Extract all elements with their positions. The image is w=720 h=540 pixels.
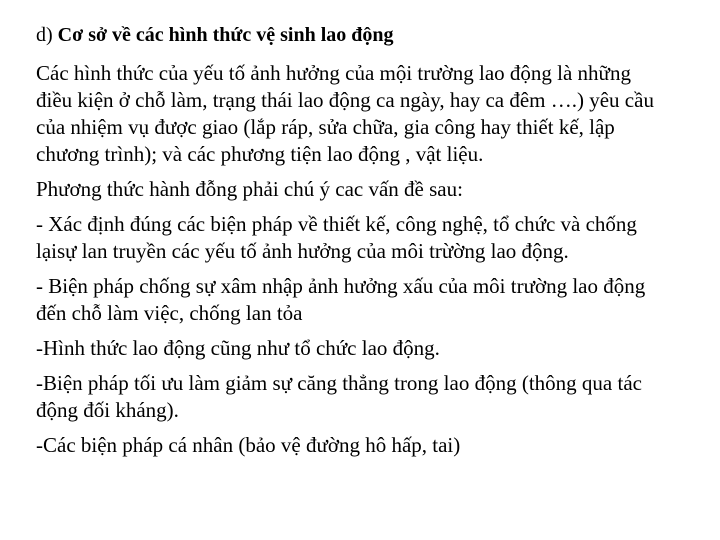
- paragraph-method-intro: [36, 176, 686, 203]
- slide-content: [36, 22, 686, 467]
- paragraph-line: -Biện pháp tối ưu làm giảm sự căng thẳng trong lao động (thông qua tác: [36, 371, 642, 395]
- bullet-item: [36, 211, 686, 265]
- paragraph-line: -Hình thức lao động cũng như tổ chức lao động.: [36, 336, 440, 360]
- bullet-item: [36, 335, 686, 362]
- paragraph-line: Các hình thức của yếu tố ảnh hưởng của mội trường lao động là những: [36, 61, 631, 85]
- bullet-item: [36, 432, 686, 459]
- paragraph-line: - Biện pháp chống sự xâm nhập ảnh hưởng xấu của môi trường lao động: [36, 274, 646, 298]
- paragraph-line: - Xác định đúng các biện pháp về thiết kế, công nghệ, tổ chức và chống: [36, 212, 637, 236]
- section-heading-title: Cơ sở về các hình thức vệ sinh lao động: [57, 24, 394, 46]
- paragraph-intro: [36, 60, 686, 168]
- paragraph-line: động đối kháng).: [36, 398, 179, 422]
- paragraph-line: -Các biện pháp cá nhân (bảo vệ đường hô hấp, tai): [36, 433, 461, 457]
- paragraph-line: điều kiện ở chỗ làm, trạng thái lao động ca ngày, hay ca đêm ….) yêu cầu: [36, 88, 654, 112]
- paragraph-line: của nhiệm vụ được giao (lắp ráp, sửa chữa, gia công hay thiết kế, lập: [36, 115, 615, 139]
- paragraph-line: lạisự lan truyền các yếu tố ảnh hưởng của môi trừờng lao động.: [36, 239, 569, 263]
- section-heading-prefix: d): [36, 24, 53, 46]
- bullet-item: [36, 273, 686, 327]
- paragraph-line: chương trình); và các phương tiện lao động , vật liệu.: [36, 142, 484, 166]
- section-heading: [36, 22, 686, 48]
- paragraph-line: Phương thức hành đỗng phải chú ý cac vấn đề sau:: [36, 177, 463, 201]
- paragraph-line: đến chỗ làm việc, chống lan tỏa: [36, 301, 303, 325]
- bullet-item: [36, 370, 686, 424]
